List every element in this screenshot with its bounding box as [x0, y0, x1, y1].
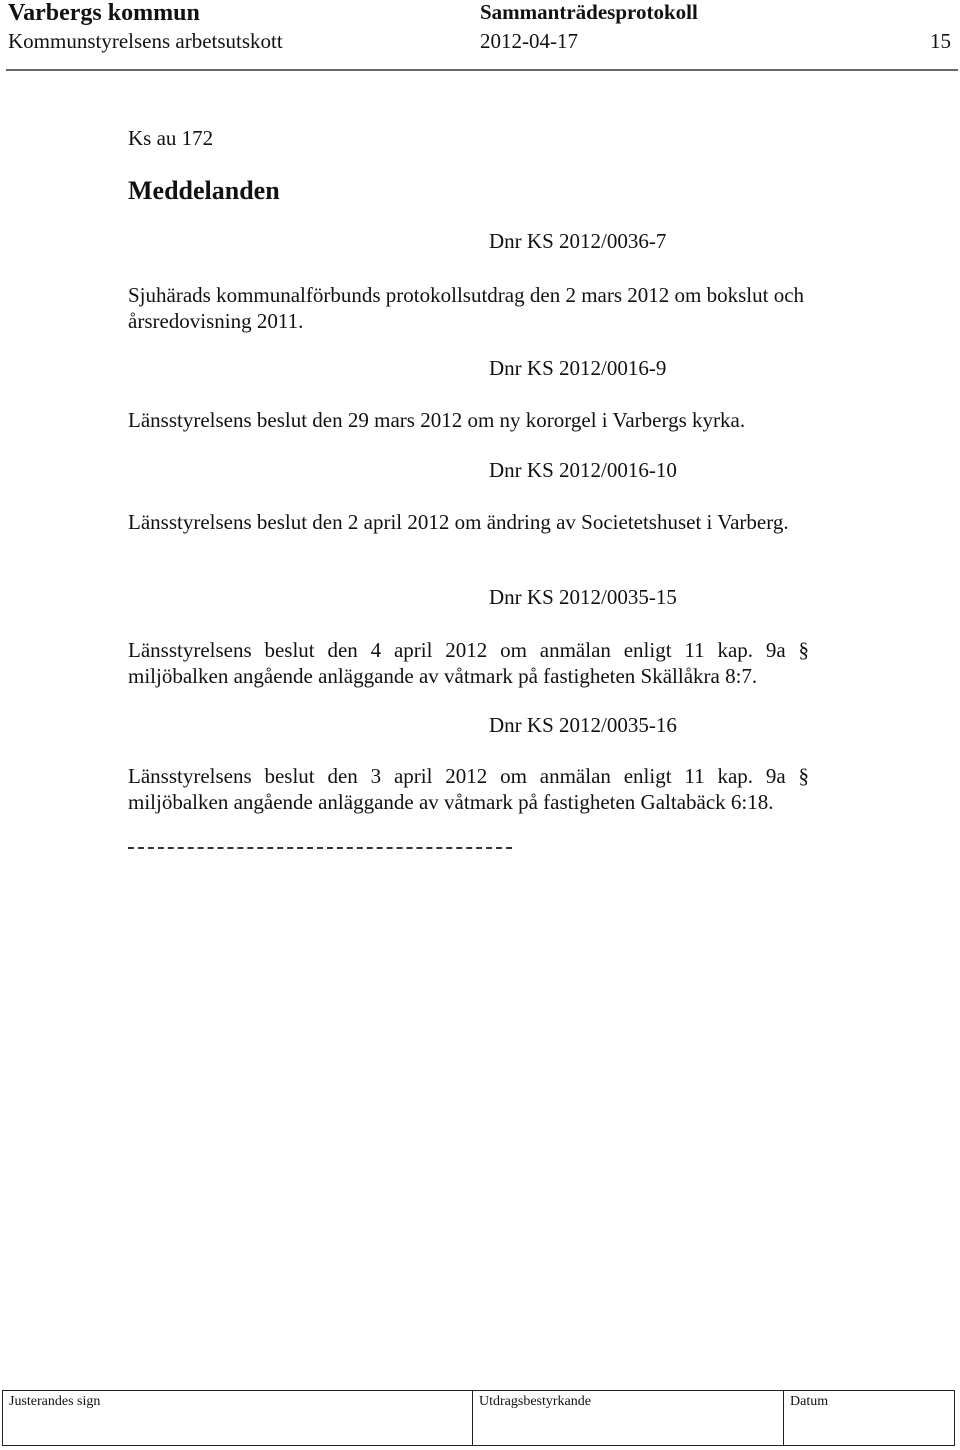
section-end-divider — [128, 847, 512, 849]
document-type: Sammanträdesprotokoll — [480, 0, 698, 24]
page-number: 15 — [930, 29, 951, 53]
adjuster-signature-field: Justerandes sign — [3, 1391, 473, 1445]
item-text: Länsstyrelsens beslut den 29 mars 2012 om ny kororgel i Varbergs kyrka. — [128, 408, 746, 432]
item-dnr: Dnr KS 2012/0016-9 — [489, 356, 667, 380]
meeting-date: 2012-04-17 — [480, 29, 578, 53]
item-text: Sjuhärads kommunalförbunds protokollsutdrag den 2 mars 2012 om bokslut och årsredovisning 2011. — [128, 283, 805, 333]
item-text: Länsstyrelsens beslut den 4 april 2012 om anmälan enligt 11 kap. 9a § miljöbalken angående anläggande av våtmark på fastigheten Skällåkra 8:7. — [128, 638, 809, 688]
item-text: Länsstyrelsens beslut den 2 april 2012 om ändring av Societetshuset i Varberg. — [128, 510, 789, 534]
signature-table — [2, 1390, 955, 1446]
section-title: Meddelanden — [128, 176, 280, 205]
date-field: Datum — [790, 1394, 829, 1409]
item-dnr: Dnr KS 2012/0016-10 — [489, 458, 677, 482]
committee-name: Kommunstyrelsens arbetsutskott — [8, 29, 283, 53]
item-text: Länsstyrelsens beslut den 3 april 2012 om anmälan enligt 11 kap. 9a § miljöbalken angående anläggande av våtmark på fastigheten Galtabäck 6:18. — [128, 764, 809, 814]
item-dnr: Dnr KS 2012/0035-16 — [489, 713, 677, 737]
organization-name: Varbergs kommun — [8, 0, 200, 26]
item-dnr: Dnr KS 2012/0035-15 — [489, 585, 677, 609]
extract-certification-field: Utdragsbestyrkande — [473, 1391, 784, 1445]
header-divider — [6, 69, 958, 71]
section-number: Ks au 172 — [128, 126, 214, 150]
item-dnr: Dnr KS 2012/0036-7 — [489, 229, 667, 253]
